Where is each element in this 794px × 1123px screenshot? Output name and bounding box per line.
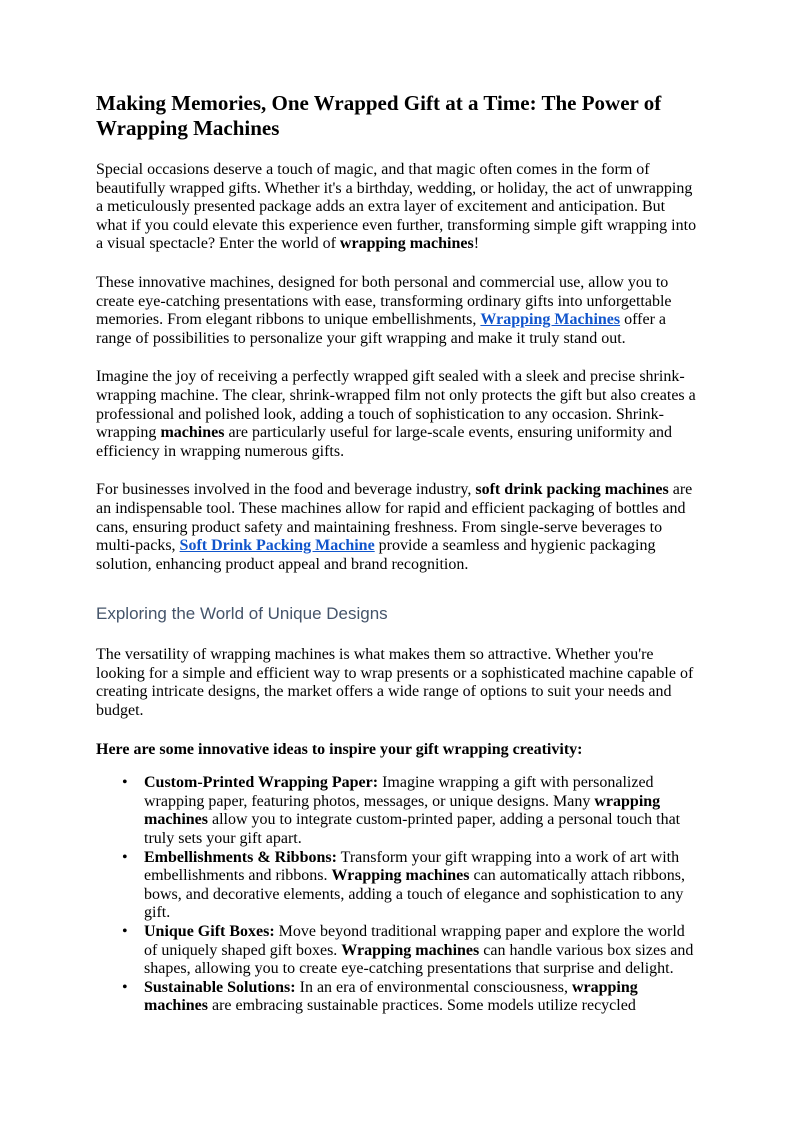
paragraph-soft-drink — [96, 481, 698, 574]
text-run: Move beyond traditional wrapping paper and explore the world of uniquely shaped gift boxes. — [144, 923, 685, 959]
text-run: allow you to integrate custom-printed paper, adding a personal touch that truly sets your gift apart. — [144, 811, 681, 848]
list-item-custom-printed-paper — [144, 774, 698, 848]
hyperlink[interactable]: Soft Drink Packing Machine — [179, 537, 375, 555]
idea-list — [96, 774, 698, 1016]
bold-text-run: wrapping machines — [144, 978, 638, 1015]
bold-text-run: Sustainable Solutions: — [144, 978, 296, 996]
list-item-embellishments-ribbons — [144, 849, 698, 923]
paragraph-versatility — [96, 646, 698, 720]
paragraph-innovative-machines — [96, 274, 698, 348]
bold-text-run: soft drink packing machines — [475, 481, 669, 499]
text-run: For businesses involved in the food and beverage industry, — [96, 481, 476, 499]
ideas-heading — [96, 741, 698, 760]
text-run: These innovative machines, designed for both personal and commercial use, allow you to create eye-catching presentations with ease, transforming ordinary gifts into unforgettable memories. From elegant ribbons to unique embellishments, — [96, 273, 672, 329]
text-run: are an indispensable tool. These machines allow for rapid and efficient packaging of bottles and cans, ensuring product safety and maintaining freshness. From single-serve beverages to multi-packs, — [96, 481, 693, 555]
text-run: are embracing sustainable practices. Some models utilize recycled — [208, 997, 636, 1015]
text-run: In an era of environmental consciousness, — [295, 978, 572, 996]
text-run: provide a seamless and hygienic packaging solution, enhancing product appeal and brand recognition. — [96, 537, 656, 573]
text-run: can handle various box sizes and shapes, allowing you to create eye-catching presentations that surprise and delight. — [144, 941, 694, 978]
bold-text-run: Embellishments & Ribbons: — [144, 848, 337, 866]
bold-text-run: Wrapping machines — [341, 941, 480, 959]
bold-text-run: Here are some innovative ideas to inspire your gift wrapping creativity: — [96, 740, 583, 758]
bold-text-run: Custom-Printed Wrapping Paper: — [144, 774, 379, 792]
text-run: can automatically attach ribbons, bows, and decorative elements, adding a touch of elegance and sophistication to any gift. — [144, 867, 685, 922]
bold-text-run: Wrapping machines — [331, 867, 470, 885]
bold-text-run: wrapping machines — [339, 235, 474, 253]
paragraph-intro — [96, 161, 698, 254]
text-run: offer a range of possibilities to personalize your gift wrapping and make it truly stand out. — [96, 311, 667, 347]
list-item-sustainable-solutions — [144, 979, 698, 1016]
section-heading: Exploring the World of Unique Designs — [96, 604, 388, 624]
page-title: Making Memories, One Wrapped Gift at a Time: The Power of Wrapping Machines — [96, 91, 662, 140]
text-run: The versatility of wrapping machines is what makes them so attractive. Whether you're looking for a simple and efficient way to wrap presents or a sophisticated machine capable of creating intricate designs, the market offers a wide range of options to suit your needs and budget. — [96, 646, 694, 720]
bold-text-run: wrapping machines — [144, 792, 661, 829]
text-run: Transform your gift wrapping into a work of art with embellishments and ribbons. — [144, 848, 680, 885]
text-run: are particularly useful for large-scale events, ensuring uniformity and efficiency in wrapping numerous gifts. — [96, 424, 672, 460]
paragraph-shrink-wrapping — [96, 368, 698, 461]
text-run: Imagine the joy of receiving a perfectly wrapped gift sealed with a sleek and precise shrink-wrapping machine. The clear, shrink-wrapped film not only protects the gift but also creates a professional and polished look, adding a touch of sophistication to any occasion. Shrink-wrapping — [96, 368, 696, 442]
text-run: ! — [473, 235, 480, 253]
text-run: Imagine wrapping a gift with personalized wrapping paper, featuring photos, messages, or unique designs. Many — [144, 774, 654, 810]
bold-text-run: machines — [160, 424, 225, 442]
hyperlink[interactable]: Wrapping Machines — [480, 311, 621, 329]
list-item-unique-gift-boxes — [144, 923, 698, 979]
bold-text-run: Unique Gift Boxes: — [144, 923, 275, 940]
text-run: Special occasions deserve a touch of magic, and that magic often comes in the form of beautifully wrapped gifts. Whether it's a birthday, wedding, or holiday, the act of unwrapping a meticulously presented package adds an extra layer of excitement and anticipation. But what if you could elevate this experience even further, transforming simple gift wrapping into a visual spectacle? Enter the world of — [96, 161, 697, 253]
